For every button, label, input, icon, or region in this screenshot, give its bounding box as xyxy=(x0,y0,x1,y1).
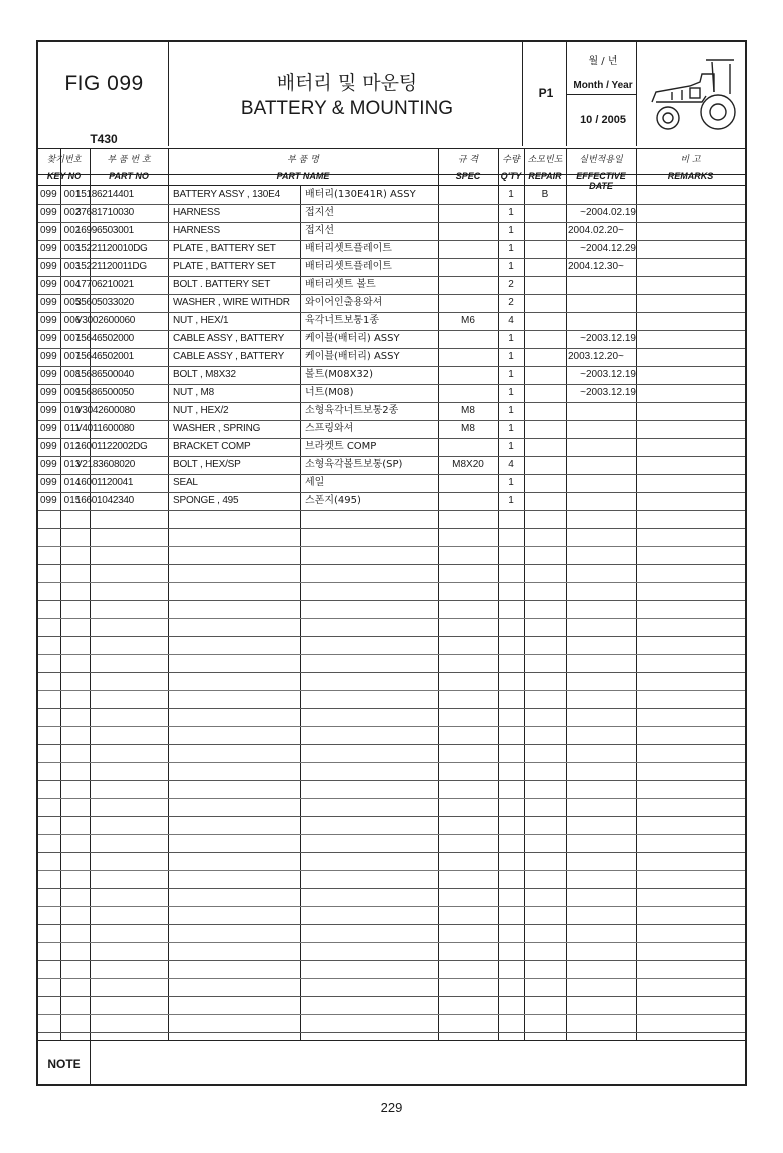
repair-cell xyxy=(524,438,566,456)
table-row xyxy=(38,474,745,492)
row-rule xyxy=(38,726,745,727)
repair-cell xyxy=(524,330,566,348)
repair-cell xyxy=(524,492,566,510)
row-rule xyxy=(38,870,745,871)
part-name-english-cell: PLATE , BATTERY SET xyxy=(173,243,276,254)
col-repair: REPAIR xyxy=(528,171,562,181)
table-row xyxy=(38,276,745,294)
spec-cell xyxy=(438,330,498,348)
quantity-cell: 1 xyxy=(508,189,514,200)
effective-date-cell xyxy=(568,492,638,510)
quantity-cell: 1 xyxy=(508,405,514,416)
row-rule xyxy=(38,330,745,331)
row-rule xyxy=(38,384,745,385)
part-name-english-cell: NUT , M8 xyxy=(173,387,214,398)
part-name-korean-cell: 소형육각너트보통2종 xyxy=(305,405,399,416)
row-rule xyxy=(38,456,745,457)
effective-date-cell xyxy=(568,276,638,294)
table-row xyxy=(38,312,745,330)
effective-date-cell xyxy=(568,294,638,312)
part-number-cell: 16001120041 xyxy=(76,477,134,488)
title-english: BATTERY & MOUNTING xyxy=(240,98,454,119)
note-label: NOTE xyxy=(47,1057,81,1071)
part-name-korean-cell: 스폰지(495) xyxy=(305,495,361,506)
key-number-cell: 011 xyxy=(64,423,80,434)
effective-date-cell xyxy=(568,420,638,438)
spec-cell xyxy=(438,204,498,222)
repair-cell xyxy=(524,222,566,240)
fig-number-cell: 099 xyxy=(40,441,57,452)
quantity-cell: 1 xyxy=(508,423,514,434)
quantity-cell: 1 xyxy=(508,351,514,362)
row-rule xyxy=(38,888,745,889)
part-name-english-cell: SPONGE , 495 xyxy=(173,495,239,506)
quantity-cell: 1 xyxy=(508,495,514,506)
part-name-korean-cell: 육각너트보통1종 xyxy=(305,315,379,326)
figure-number: FIG 099 xyxy=(64,72,144,95)
part-name-english-cell: BOLT , HEX/SP xyxy=(173,459,241,470)
row-rule xyxy=(38,564,745,565)
page-number: 229 xyxy=(380,1100,403,1115)
table-row xyxy=(38,330,745,348)
month-year-label-korean: 월 / 년 xyxy=(588,56,618,67)
fig-number-cell: 099 xyxy=(40,333,57,344)
row-rule xyxy=(38,762,745,763)
spec-cell xyxy=(438,384,498,402)
part-name-english-cell: NUT , HEX/1 xyxy=(173,315,229,326)
row-rule xyxy=(38,744,745,745)
part-name-english-cell: SEAL xyxy=(173,477,198,488)
table-row xyxy=(38,186,745,204)
part-name-korean-cell: 볼트(M08X32) xyxy=(305,369,374,380)
effective-date-cell: ~2003.12.19 xyxy=(580,333,636,344)
spec-cell: M6 xyxy=(461,315,475,326)
fig-number-cell: 099 xyxy=(40,423,57,434)
part-number-cell: 16601042340 xyxy=(76,495,134,506)
row-rule xyxy=(38,618,745,619)
quantity-cell: 1 xyxy=(508,225,514,236)
key-number-cell: 007 xyxy=(63,333,81,344)
row-rule xyxy=(38,222,745,223)
effective-date-cell: ~2003.12.19 xyxy=(580,369,636,380)
row-rule xyxy=(38,834,745,835)
repair-cell xyxy=(524,384,566,402)
part-name-english-cell: PLATE , BATTERY SET xyxy=(173,261,276,272)
repair-cell: B xyxy=(541,189,549,200)
part-name-english-cell: HARNESS xyxy=(173,225,220,236)
quantity-cell: 1 xyxy=(508,369,514,380)
part-name-korean-cell: 접지선 xyxy=(305,207,334,218)
fig-number-cell: 099 xyxy=(40,243,57,254)
row-rule xyxy=(38,654,745,655)
spec-cell xyxy=(438,258,498,276)
repair-cell xyxy=(524,456,566,474)
effective-date-cell xyxy=(568,186,638,204)
key-number-cell: 001 xyxy=(63,189,81,200)
spec-cell xyxy=(438,186,498,204)
effective-date-cell xyxy=(568,456,638,474)
effective-date-cell: ~2003.12.19 xyxy=(580,387,636,398)
part-number-cell: 37681710030 xyxy=(76,207,134,218)
row-rule xyxy=(38,402,745,403)
part-number-cell: V2183608020 xyxy=(76,459,135,470)
part-name-korean-cell: 배터리(130E41R) ASSY xyxy=(305,189,416,200)
spec-cell: M8 xyxy=(461,423,475,434)
row-rule xyxy=(38,312,745,313)
part-number-cell: V4011600080 xyxy=(76,423,135,434)
fig-number-cell: 099 xyxy=(40,351,57,362)
row-rule xyxy=(38,690,745,691)
part-name-korean-cell: 너트(M08) xyxy=(305,387,354,398)
row-rule xyxy=(38,852,745,853)
row-rule xyxy=(38,636,745,637)
model-name: T430 xyxy=(90,132,118,146)
row-rule xyxy=(38,510,745,511)
key-number-cell: 009 xyxy=(63,387,81,398)
table-row xyxy=(38,384,745,402)
col-remarks: REMARKS xyxy=(667,171,714,181)
part-number-cell: 16001122002DG xyxy=(76,441,148,452)
table-row xyxy=(38,348,745,366)
row-rule xyxy=(38,600,745,601)
part-name-korean-cell: 소형육각볼트보통(SP) xyxy=(305,459,403,470)
quantity-cell: 1 xyxy=(508,207,514,218)
row-rule xyxy=(38,582,745,583)
spec-cell: M8X20 xyxy=(452,459,484,470)
quantity-cell: 1 xyxy=(508,333,514,344)
table-row xyxy=(38,222,745,240)
part-name-english-cell: WASHER , SPRING xyxy=(173,423,261,434)
part-name-english-cell: CABLE ASSY , BATTERY xyxy=(173,333,285,344)
repair-cell xyxy=(524,312,566,330)
repair-cell xyxy=(524,474,566,492)
table-row xyxy=(38,420,745,438)
quantity-cell: 1 xyxy=(508,477,514,488)
table-row xyxy=(38,402,745,420)
fig-number-cell: 099 xyxy=(40,189,57,200)
part-name-english-cell: WASHER , WIRE WITHDR xyxy=(173,297,290,308)
quantity-cell: 4 xyxy=(508,315,514,326)
spec-cell xyxy=(438,474,498,492)
repair-cell xyxy=(524,348,566,366)
fig-number-cell: 099 xyxy=(40,369,57,380)
key-number-cell: 005 xyxy=(63,297,81,308)
spec-cell xyxy=(438,222,498,240)
effective-date-cell xyxy=(568,402,638,420)
part-name-english-cell: BRACKET COMP xyxy=(173,441,251,452)
fig-number-cell: 099 xyxy=(40,477,57,488)
col-part-name-korean: 부 품 명 xyxy=(287,155,319,165)
col-remarks-korean: 비 고 xyxy=(680,155,701,165)
col-repair-korean: 소모빈도 xyxy=(527,155,563,165)
quantity-cell: 1 xyxy=(508,243,514,254)
row-rule xyxy=(38,528,745,529)
effective-date-cell: 2004.02.20~ xyxy=(568,225,624,236)
row-rule xyxy=(38,474,745,475)
tractor-icon xyxy=(642,52,742,140)
parts-sheet xyxy=(36,40,747,1086)
part-number-cell: V3042600080 xyxy=(76,405,135,416)
effective-date-cell: 2003.12.20~ xyxy=(568,351,624,362)
row-rule xyxy=(38,942,745,943)
row-rule xyxy=(38,906,745,907)
quantity-cell: 1 xyxy=(508,261,514,272)
spec-cell xyxy=(438,276,498,294)
table-row xyxy=(38,456,745,474)
effective-date-cell: 2004.12.30~ xyxy=(568,261,624,272)
part-name-korean-cell: 케이블(배터리) ASSY xyxy=(305,351,400,362)
part-name-english-cell: BATTERY ASSY , 130E4 xyxy=(173,189,280,200)
fig-number-cell: 099 xyxy=(40,279,57,290)
part-number-cell: 15221120010DG xyxy=(76,243,148,254)
key-number-cell: 013 xyxy=(63,459,81,470)
fig-number-cell: 099 xyxy=(40,387,57,398)
key-number-cell: 010 xyxy=(63,405,81,416)
row-rule xyxy=(38,348,745,349)
repair-cell xyxy=(524,258,566,276)
table-row xyxy=(38,204,745,222)
row-rule xyxy=(38,1032,745,1033)
spec-cell xyxy=(438,240,498,258)
part-name-english-cell: BOLT . BATTERY SET xyxy=(173,279,271,290)
repair-cell xyxy=(524,240,566,258)
quantity-cell: 1 xyxy=(508,387,514,398)
row-rule xyxy=(38,438,745,439)
key-number-cell: 012 xyxy=(63,441,81,452)
month-year-value: 10 / 2005 xyxy=(580,114,626,126)
row-rule xyxy=(38,492,745,493)
part-number-cell: 15686500050 xyxy=(76,387,134,398)
effective-date-cell xyxy=(568,438,638,456)
part-number-cell: V3002600060 xyxy=(76,315,135,326)
fig-number-cell: 099 xyxy=(40,405,57,416)
part-number-cell: 15186214401 xyxy=(76,189,134,200)
repair-cell xyxy=(524,204,566,222)
quantity-cell: 1 xyxy=(508,441,514,452)
part-name-korean-cell: 케이블(배터리) ASSY xyxy=(305,333,400,344)
row-rule xyxy=(38,780,745,781)
quantity-cell: 4 xyxy=(508,459,514,470)
row-rule xyxy=(38,258,745,259)
spec-cell xyxy=(438,492,498,510)
key-number-cell: 004 xyxy=(63,279,81,290)
effective-date-cell: ~2004.12.29 xyxy=(580,243,636,254)
row-rule xyxy=(38,708,745,709)
row-rule xyxy=(38,366,745,367)
part-number-cell: 15686500040 xyxy=(76,369,134,380)
part-name-korean-cell: 세일 xyxy=(305,477,325,488)
part-name-english-cell: NUT , HEX/2 xyxy=(173,405,229,416)
repair-cell xyxy=(524,366,566,384)
row-rule xyxy=(38,546,745,547)
row-rule xyxy=(38,240,745,241)
table-row xyxy=(38,366,745,384)
table-row xyxy=(38,294,745,312)
effective-date-cell xyxy=(568,474,638,492)
row-rule xyxy=(38,276,745,277)
part-number-cell: 15221120011DG xyxy=(76,261,147,272)
row-rule xyxy=(38,996,745,997)
part-name-english-cell: CABLE ASSY , BATTERY xyxy=(173,351,285,362)
col-part-no: PART NO xyxy=(109,171,149,181)
col-effective-date-korean: 실번적용일 xyxy=(579,155,623,165)
row-rule xyxy=(38,204,745,205)
key-number-cell: 002 xyxy=(63,225,81,236)
key-number-cell: 002 xyxy=(63,207,81,218)
col-key-no: KEY NO xyxy=(46,171,82,181)
row-rule xyxy=(38,816,745,817)
row-rule xyxy=(38,798,745,799)
table-row xyxy=(38,492,745,510)
quantity-cell: 2 xyxy=(508,279,514,290)
title-korean: 배터리 및 마운팅 xyxy=(276,72,418,94)
repair-cell xyxy=(524,276,566,294)
col-spec-korean: 규 격 xyxy=(457,155,479,165)
part-name-korean-cell: 브라켓트 COMP xyxy=(305,441,377,452)
table-row xyxy=(38,438,745,456)
part-number-cell: 35605033020 xyxy=(76,297,134,308)
part-name-korean-cell: 와이어인출용와셔 xyxy=(305,297,383,308)
page-code: P1 xyxy=(538,86,554,100)
table-row xyxy=(38,258,745,276)
row-rule xyxy=(38,294,745,295)
spec-cell: M8 xyxy=(461,405,475,416)
fig-number-cell: 099 xyxy=(40,297,57,308)
col-part-name: PART NAME xyxy=(276,171,330,181)
row-rule xyxy=(38,978,745,979)
col-qty-korean: 수량 xyxy=(502,155,520,165)
row-rule xyxy=(38,1014,745,1015)
key-number-cell: 003 xyxy=(63,261,81,272)
repair-cell xyxy=(524,294,566,312)
repair-cell xyxy=(524,402,566,420)
col-qty: Q'TY xyxy=(500,171,522,181)
col-part-no-korean: 부 품 번 호 xyxy=(107,155,151,165)
key-number-cell: 015 xyxy=(63,495,81,506)
col-effective-date: EFFECTIVE DATE xyxy=(576,171,626,191)
key-number-cell: 007 xyxy=(63,351,81,362)
fig-number-cell: 099 xyxy=(40,495,57,506)
fig-number-cell: 099 xyxy=(40,225,57,236)
part-number-cell: 17706210021 xyxy=(76,279,134,290)
part-number-cell: 15646502001 xyxy=(76,351,134,362)
effective-date-cell: ~2004.02.19 xyxy=(580,207,636,218)
fig-number-cell: 099 xyxy=(40,315,57,326)
key-number-cell: 006 xyxy=(63,315,81,326)
spec-cell xyxy=(438,366,498,384)
col-key-no-korean: 찾기번호 xyxy=(46,155,82,165)
effective-date-cell xyxy=(568,312,638,330)
part-name-korean-cell: 접지선 xyxy=(305,225,334,236)
quantity-cell: 2 xyxy=(508,297,514,308)
part-name-korean-cell: 배터리셋트플레이트 xyxy=(305,243,392,254)
repair-cell xyxy=(524,420,566,438)
fig-number-cell: 099 xyxy=(40,207,57,218)
part-name-english-cell: HARNESS xyxy=(173,207,220,218)
key-number-cell: 003 xyxy=(63,243,81,254)
table-row xyxy=(38,240,745,258)
month-year-label: Month / Year xyxy=(573,80,633,91)
row-rule xyxy=(38,960,745,961)
spec-cell xyxy=(438,348,498,366)
key-number-cell: 008 xyxy=(63,369,81,380)
part-name-korean-cell: 배터리셋트플레이트 xyxy=(305,261,392,272)
fig-number-cell: 099 xyxy=(40,261,57,272)
part-number-cell: 15646502000 xyxy=(76,333,134,344)
col-spec: SPEC xyxy=(455,171,481,181)
part-name-korean-cell: 스프링와셔 xyxy=(305,423,354,434)
spec-cell xyxy=(438,438,498,456)
spec-cell xyxy=(438,294,498,312)
fig-number-cell: 099 xyxy=(40,459,57,470)
part-name-korean-cell: 배터리셋트 볼트 xyxy=(305,279,376,290)
sheet-header xyxy=(38,42,745,149)
row-rule xyxy=(38,672,745,673)
part-name-english-cell: BOLT , M8X32 xyxy=(173,369,236,380)
part-number-cell: 16996503001 xyxy=(76,225,134,236)
key-number-cell: 014 xyxy=(63,477,81,488)
row-rule xyxy=(38,924,745,925)
row-rule xyxy=(38,420,745,421)
